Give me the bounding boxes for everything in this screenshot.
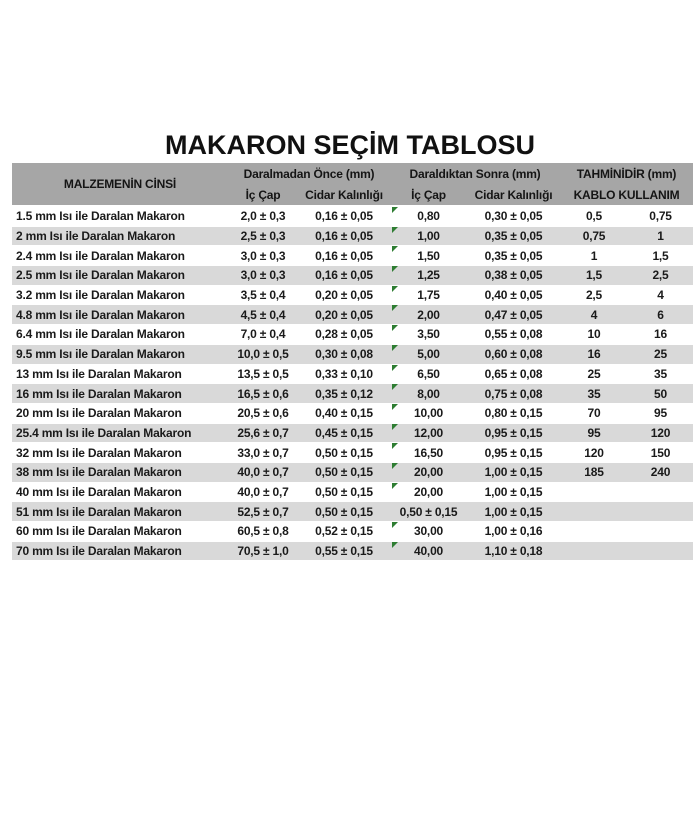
cable-usage-min: 25 [587,366,601,381]
post-shrink-wall-thickness: 1,00 ± 0,15 [484,465,543,480]
pre-shrink-wall-thickness: 0,50 ± 0,15 [315,484,373,499]
pre-shrink-wall-thickness: 0,50 ± 0,15 [315,504,373,519]
table-row [12,246,693,266]
table-row [12,325,693,345]
table-header [12,163,693,205]
post-shrink-inner-diameter: 2,00 [417,307,440,322]
cable-usage-min: 2,5 [585,288,603,303]
cell-note-marker-icon [392,424,398,430]
cable-usage-min: 185 [584,465,604,480]
cable-usage-max: 50 [654,386,667,401]
pre-shrink-inner-diameter: 13,5 ± 0,5 [237,366,289,381]
pre-shrink-wall-thickness: 0,28 ± 0,05 [315,327,373,342]
cable-usage-max: 6 [657,307,664,322]
cable-usage-min: 1,5 [585,268,603,283]
cell-note-marker-icon [392,246,398,252]
pre-shrink-inner-diameter: 16,5 ± 0,6 [237,386,289,401]
material-name: 1.5 mm Isı ile Daralan Makaron [16,209,185,224]
table-row [12,345,693,365]
selection-table [12,163,693,561]
table-row [12,463,693,483]
post-shrink-wall-thickness: 0,95 ± 0,15 [484,445,543,460]
cable-usage-max: 0,75 [649,209,672,224]
table-row [12,542,693,562]
post-shrink-inner-diameter: 0,50 ± 0,15 [399,504,458,519]
pre-shrink-inner-diameter: 7,0 ± 0,4 [240,327,286,342]
pre-shrink-wall-thickness: 0,50 ± 0,15 [315,445,373,460]
post-shrink-inner-diameter: 1,50 [417,248,440,263]
pre-shrink-wall-thickness: 0,20 ± 0,05 [315,288,373,303]
cable-usage-max: 2,5 [652,268,669,283]
column-group-after-shrink: Daraldıktan Sonra (mm) [409,166,541,181]
pre-shrink-inner-diameter: 3,0 ± 0,3 [240,268,286,283]
cable-usage-min: 70 [587,406,601,421]
pre-shrink-inner-diameter: 25,6 ± 0,7 [237,425,289,440]
cable-usage-min: 10 [587,327,601,342]
post-shrink-inner-diameter: 8,00 [417,386,440,401]
post-shrink-inner-diameter: 12,00 [413,425,444,440]
post-shrink-inner-diameter: 20,00 [413,484,444,499]
post-shrink-wall-thickness: 0,55 ± 0,08 [484,327,543,342]
post-shrink-inner-diameter: 40,00 [413,544,444,559]
cable-usage-min: 95 [587,425,601,440]
material-name: 60 mm Isı ile Daralan Makaron [16,524,182,539]
pre-shrink-wall-thickness: 0,50 ± 0,15 [315,465,373,480]
pre-shrink-wall-thickness: 0,35 ± 0,12 [315,386,373,401]
material-name: 16 mm Isı ile Daralan Makaron [16,386,182,401]
pre-shrink-inner-diameter: 40,0 ± 0,7 [237,484,289,499]
material-name: 51 mm Isı ile Daralan Makaron [16,504,182,519]
pre-shrink-wall-thickness: 0,33 ± 0,10 [315,366,373,381]
pre-shrink-wall-thickness: 0,52 ± 0,15 [315,524,373,539]
post-shrink-inner-diameter: 1,00 [417,229,440,244]
material-name: 70 mm Isı ile Daralan Makaron [16,544,182,559]
cable-usage-min: 35 [587,386,601,401]
pre-shrink-wall-thickness: 0,16 ± 0,05 [315,248,373,263]
post-shrink-wall-thickness: 0,30 ± 0,05 [484,209,543,224]
post-shrink-wall-thickness: 0,40 ± 0,05 [484,288,543,303]
post-shrink-wall-thickness: 1,10 ± 0,18 [484,544,543,559]
post-shrink-inner-diameter: 0,80 [417,209,440,224]
post-shrink-wall-thickness: 1,00 ± 0,15 [484,484,543,499]
pre-shrink-inner-diameter: 2,0 ± 0,3 [240,209,286,224]
pre-shrink-inner-diameter: 40,0 ± 0,7 [237,465,289,480]
pre-shrink-inner-diameter: 3,5 ± 0,4 [240,288,286,303]
pre-shrink-inner-diameter: 33,0 ± 0,7 [237,445,289,460]
table-row [12,384,693,404]
cable-usage-max: 150 [650,445,671,460]
post-shrink-wall-thickness: 0,80 ± 0,15 [484,406,543,421]
post-shrink-inner-diameter: 30,00 [413,524,444,539]
column-group-before-shrink: Daralmadan Önce (mm) [243,166,375,181]
post-shrink-inner-diameter: 6,50 [417,366,440,381]
pre-shrink-inner-diameter: 60,5 ± 0,8 [237,524,289,539]
table-row [12,424,693,444]
table-row [12,207,693,227]
material-name: 4.8 mm Isı ile Daralan Makaron [16,307,185,322]
post-shrink-inner-diameter: 1,25 [417,268,440,283]
cell-note-marker-icon [392,522,398,528]
pre-shrink-inner-diameter: 70,5 ± 1,0 [237,544,289,559]
post-shrink-wall-thickness: 0,35 ± 0,05 [484,248,543,263]
post-shrink-wall-thickness: 0,95 ± 0,15 [484,425,543,440]
cell-note-marker-icon [392,227,398,233]
cable-usage-min: 0,5 [585,209,603,224]
material-name: 20 mm Isı ile Daralan Makaron [16,406,182,421]
material-name: 2.4 mm Isı ile Daralan Makaron [16,248,185,263]
table-row [12,483,693,503]
cable-usage-max: 16 [654,327,667,342]
cell-note-marker-icon [392,404,398,410]
pre-shrink-inner-diameter: 4,5 ± 0,4 [240,307,286,322]
column-header-inner-diameter-before: İç Çap [245,187,281,202]
cell-note-marker-icon [392,463,398,469]
cell-note-marker-icon [392,345,398,351]
table-row [12,266,693,286]
column-group-estimate: TAHMİNİDİR (mm) [576,166,677,181]
column-header-inner-diameter-after: İç Çap [411,187,446,202]
cell-note-marker-icon [392,443,398,449]
table-row [12,227,693,247]
cable-usage-max: 1,5 [652,248,669,263]
cell-note-marker-icon [392,542,398,548]
post-shrink-wall-thickness: 0,60 ± 0,08 [484,347,543,362]
pre-shrink-wall-thickness: 0,16 ± 0,05 [315,229,373,244]
material-name: 13 mm Isı ile Daralan Makaron [16,366,182,381]
table-row [12,502,693,522]
post-shrink-inner-diameter: 5,00 [417,347,440,362]
material-name: 25.4 mm Isı ile Daralan Makaron [16,425,192,440]
cell-note-marker-icon [392,365,398,371]
cell-note-marker-icon [392,384,398,390]
cable-usage-max: 240 [650,465,671,480]
cable-usage-min: 120 [584,445,604,460]
cell-note-marker-icon [392,286,398,292]
material-name: 2.5 mm Isı ile Daralan Makaron [16,268,185,283]
cable-usage-max: 35 [654,366,667,381]
column-header-wall-thickness-after: Cidar Kalınlığı [474,187,553,202]
pre-shrink-wall-thickness: 0,16 ± 0,05 [315,268,373,283]
table-row [12,443,693,463]
material-name: 2 mm Isı ile Daralan Makaron [16,229,176,244]
pre-shrink-inner-diameter: 2,5 ± 0,3 [240,229,286,244]
cable-usage-max: 1 [657,229,664,244]
pre-shrink-inner-diameter: 52,5 ± 0,7 [237,504,289,519]
table-row [12,522,693,542]
cell-note-marker-icon [392,207,398,213]
pre-shrink-inner-diameter: 10,0 ± 0,5 [237,347,289,362]
pre-shrink-wall-thickness: 0,55 ± 0,15 [315,544,373,559]
cable-usage-min: 1 [590,248,598,263]
pre-shrink-inner-diameter: 3,0 ± 0,3 [240,248,286,263]
table-row [12,365,693,385]
post-shrink-inner-diameter: 20,00 [413,465,444,480]
post-shrink-inner-diameter: 16,50 [413,445,444,460]
post-shrink-wall-thickness: 1,00 ± 0,16 [484,524,543,539]
material-name: 32 mm Isı ile Daralan Makaron [16,445,182,460]
post-shrink-wall-thickness: 0,47 ± 0,05 [484,307,543,322]
post-shrink-wall-thickness: 0,65 ± 0,08 [484,366,543,381]
post-shrink-wall-thickness: 0,35 ± 0,05 [484,229,543,244]
material-name: 40 mm Isı ile Daralan Makaron [16,484,182,499]
post-shrink-inner-diameter: 1,75 [417,288,440,303]
table-body [12,207,693,561]
table-row [12,286,693,306]
cable-usage-max: 120 [650,425,671,440]
material-name: 9.5 mm Isı ile Daralan Makaron [16,347,185,362]
pre-shrink-inner-diameter: 20,5 ± 0,6 [237,406,289,421]
cable-usage-min: 16 [587,347,601,362]
pre-shrink-wall-thickness: 0,30 ± 0,08 [315,347,373,362]
column-header-cable-usage: KABLO KULLANIM [573,187,680,202]
material-name: 3.2 mm Isı ile Daralan Makaron [16,288,185,303]
post-shrink-wall-thickness: 0,38 ± 0,05 [484,268,543,283]
pre-shrink-wall-thickness: 0,20 ± 0,05 [315,307,373,322]
pre-shrink-wall-thickness: 0,45 ± 0,15 [315,425,373,440]
cell-note-marker-icon [392,305,398,311]
post-shrink-wall-thickness: 1,00 ± 0,15 [484,504,543,519]
cell-note-marker-icon [392,266,398,272]
post-shrink-inner-diameter: 10,00 [413,406,444,421]
pre-shrink-wall-thickness: 0,40 ± 0,15 [315,406,373,421]
material-name: 6.4 mm Isı ile Daralan Makaron [16,327,185,342]
cable-usage-max: 25 [654,347,667,362]
cable-usage-max: 4 [657,288,664,303]
post-shrink-inner-diameter: 3,50 [417,327,440,342]
pre-shrink-wall-thickness: 0,16 ± 0,05 [315,209,373,224]
column-header-wall-thickness-before: Cidar Kalınlığı [305,187,383,202]
page-title: MAKARON SEÇİM TABLOSU [165,130,535,160]
table-row [12,404,693,424]
cell-note-marker-icon [392,325,398,331]
cable-usage-max: 95 [654,406,667,421]
column-header-material: MALZEMENİN CİNSİ [63,177,177,191]
cable-usage-min: 0,75 [582,229,606,244]
cable-usage-min: 4 [590,307,598,322]
cell-note-marker-icon [392,483,398,489]
table-row [12,305,693,325]
post-shrink-wall-thickness: 0,75 ± 0,08 [484,386,543,401]
material-name: 38 mm Isı ile Daralan Makaron [16,465,182,480]
